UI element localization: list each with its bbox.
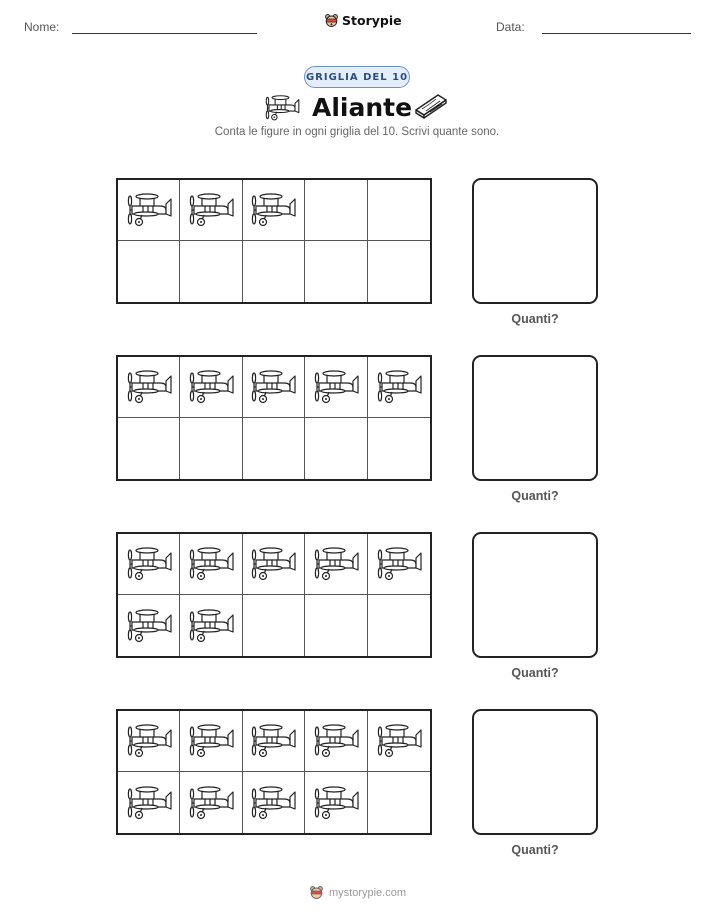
ten-frame-cell (243, 418, 305, 479)
biplane-icon (126, 786, 172, 820)
biplane-icon (188, 724, 234, 758)
biplane-icon (188, 786, 234, 820)
ten-frame-cell (368, 595, 430, 656)
ten-frame-cell (180, 772, 242, 833)
ten-frame-cell (305, 772, 367, 833)
ten-frame-cell (305, 534, 367, 595)
ten-frame-cell (118, 772, 180, 833)
date-label: Data: (496, 20, 525, 34)
ten-frame-cell (118, 180, 180, 241)
ten-frame-cell (243, 595, 305, 656)
answer-label-2: Quanti? (511, 489, 559, 503)
ten-frame-cell (243, 241, 305, 302)
brand-logo (324, 13, 402, 28)
ten-frame-cell (368, 772, 430, 833)
biplane-icon (126, 547, 172, 581)
brand-name: Storypie (342, 13, 402, 28)
biplane-icon (376, 724, 422, 758)
biplane-icon (313, 724, 359, 758)
name-label: Nome: (24, 20, 60, 34)
ten-frame-cell (180, 180, 242, 241)
ten-frame-cell (118, 418, 180, 479)
ten-frame-cell (368, 180, 430, 241)
ten-frame-cell (368, 534, 430, 595)
answer-label-4: Quanti? (511, 843, 559, 857)
ten-frame-4 (116, 709, 432, 835)
name-line[interactable] (72, 33, 257, 34)
storypie-bear-icon (324, 13, 339, 28)
answer-label-1: Quanti? (511, 312, 559, 326)
answer-box-3[interactable] (472, 532, 598, 658)
instructions: Conta le figure in ogni griglia del 10. Scrivi quante sono. (214, 126, 500, 138)
wood-plank-icon (414, 92, 448, 120)
biplane-icon (376, 547, 422, 581)
ten-frame-cell (180, 595, 242, 656)
ten-frame-cell (368, 357, 430, 418)
ten-frame-cell (368, 241, 430, 302)
ten-frame-3 (116, 532, 432, 658)
biplane-icon (126, 724, 172, 758)
ten-frame-cell (243, 772, 305, 833)
ten-frame-cell (305, 357, 367, 418)
ten-frame-cell (305, 241, 367, 302)
title-biplane-icon (264, 95, 300, 126)
answer-box-2[interactable] (472, 355, 598, 481)
biplane-icon (250, 193, 296, 227)
ten-frame-cell (368, 711, 430, 772)
answer-label-3: Quanti? (511, 666, 559, 680)
date-line[interactable] (542, 33, 691, 34)
ten-frame-cell (180, 357, 242, 418)
ten-frame-cell (118, 595, 180, 656)
ten-frame-1 (116, 178, 432, 304)
ten-frame-cell (118, 241, 180, 302)
biplane-icon (264, 95, 300, 121)
ten-frame-cell (118, 534, 180, 595)
biplane-icon (250, 786, 296, 820)
ten-frame-cell (305, 711, 367, 772)
biplane-icon (250, 370, 296, 404)
page-title: Aliante (312, 93, 413, 122)
ten-frame-cell (305, 418, 367, 479)
biplane-icon (376, 370, 422, 404)
biplane-icon (126, 609, 172, 643)
biplane-icon (313, 370, 359, 404)
biplane-icon (250, 547, 296, 581)
title-wood-plank-icon (414, 92, 448, 125)
answer-box-4[interactable] (472, 709, 598, 835)
ten-frame-cell (180, 711, 242, 772)
ten-frame-cell (243, 180, 305, 241)
ten-frame-cell (180, 418, 242, 479)
biplane-icon (250, 724, 296, 758)
ten-frame-cell (118, 711, 180, 772)
ten-frame-cell (118, 357, 180, 418)
answer-box-1[interactable] (472, 178, 598, 304)
biplane-icon (126, 370, 172, 404)
ten-frame-cell (180, 534, 242, 595)
ten-frame-2 (116, 355, 432, 481)
biplane-icon (188, 609, 234, 643)
storypie-bear-icon (309, 885, 324, 900)
ten-frame-cell (368, 418, 430, 479)
biplane-icon (313, 547, 359, 581)
ten-frame-cell (243, 534, 305, 595)
biplane-icon (126, 193, 172, 227)
ten-frame-cell (305, 595, 367, 656)
ten-frame-cell (305, 180, 367, 241)
ten-frame-cell (243, 357, 305, 418)
ten-frame-cell (180, 241, 242, 302)
biplane-icon (188, 547, 234, 581)
footer-url: mystorypie.com (329, 886, 407, 899)
biplane-icon (188, 370, 234, 404)
footer (309, 885, 406, 900)
biplane-icon (313, 786, 359, 820)
ten-frame-cell (243, 711, 305, 772)
biplane-icon (188, 193, 234, 227)
worksheet-type-badge: GRIGLIA DEL 10 (304, 66, 410, 88)
